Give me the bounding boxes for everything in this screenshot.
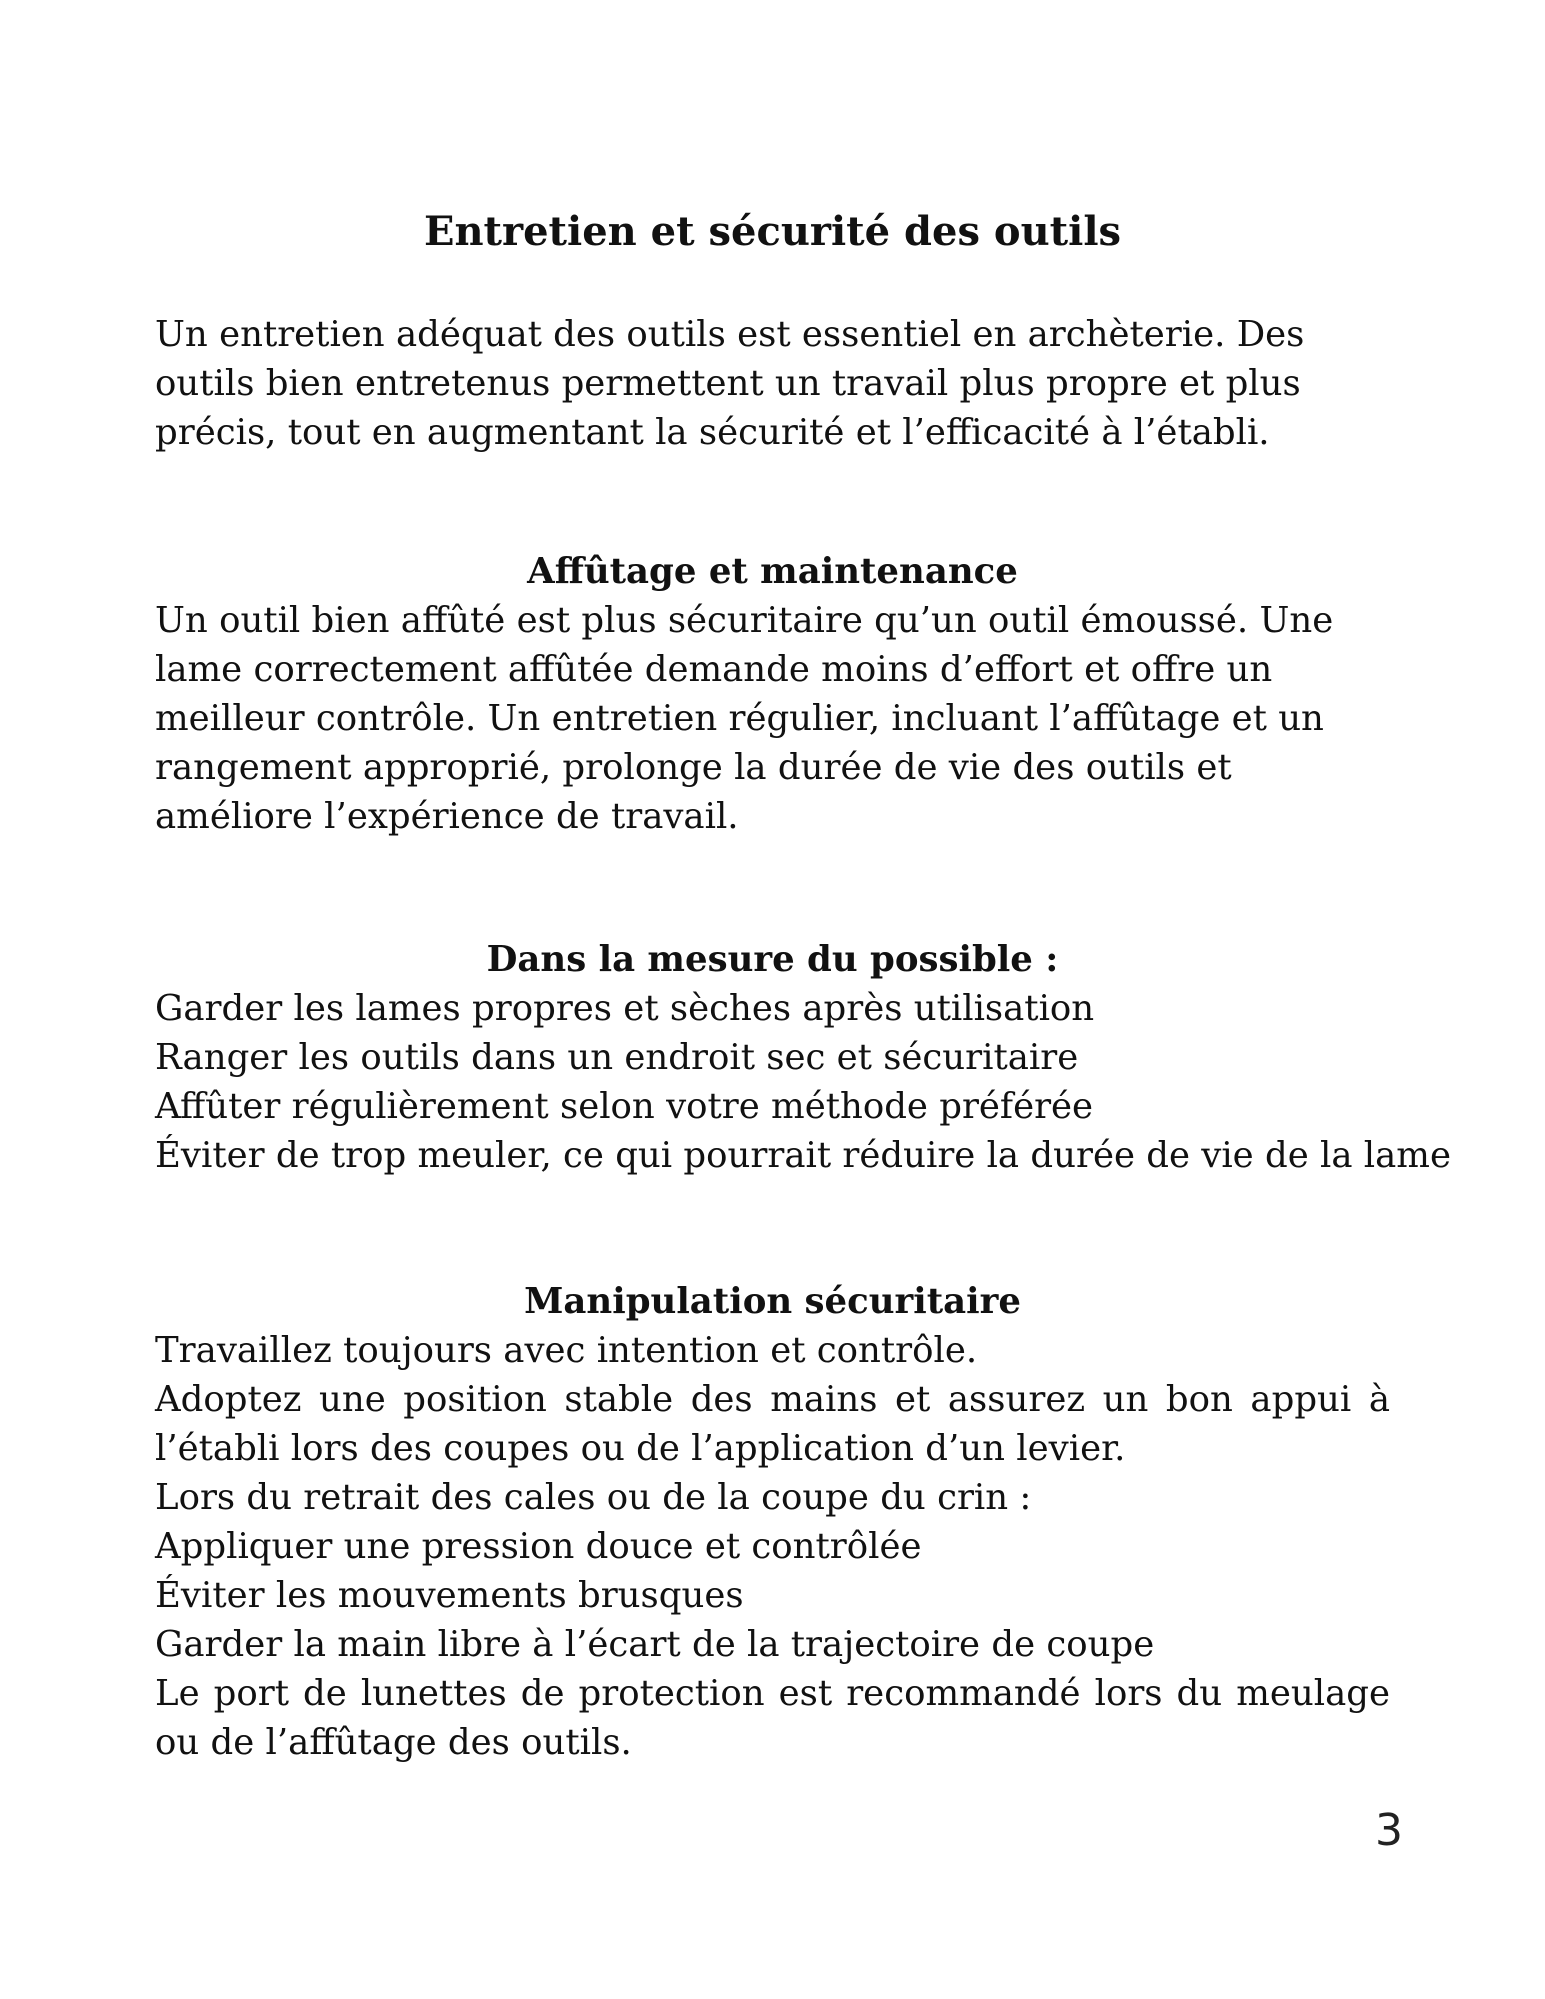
list-item: Éviter de trop meuler, ce qui pourrait réduire la durée de vie de la lame (155, 1135, 1451, 1176)
page-title: Entretien et sécurité des outils (423, 208, 1122, 255)
list-item: Garder les lames propres et sèches après utilisation (155, 988, 1095, 1029)
list-item: Éviter les mouvements brusques (155, 1575, 744, 1616)
intro-paragraph: Un entretien adéquat des outils est essentiel en archèterie. Des outils bien entretenus permettent un travail plus propre et plus précis, tout en augmentant la sécurité et l’efficacité à l’établi. (155, 314, 1305, 453)
list-item: Affûter régulièrement selon votre méthode préférée (155, 1086, 1094, 1127)
sharpening-paragraph: Un outil bien affûté est plus sécuritaire qu’un outil émoussé. Une lame correctement affûtée demande moins d’effort et offre un meilleur contrôle. Un entretien régulier, incluant l’affûtage et un rangement approprié, prolonge la durée de vie des outils et améliore l’expérience de travail. (155, 600, 1334, 837)
page-number: 3 (1375, 1805, 1403, 1856)
safe-handling-list (155, 1326, 1390, 1767)
list-item: Ranger les outils dans un endroit sec et sécuritaire (155, 1037, 1079, 1078)
section-heading-safe-handling: Manipulation sécuritaire (524, 1281, 1021, 1322)
section-heading-possible: Dans la mesure du possible : (486, 939, 1059, 980)
list-item: Garder la main libre à l’écart de la trajectoire de coupe (155, 1624, 1155, 1665)
list-item: Travaillez toujours avec intention et contrôle. (155, 1330, 978, 1371)
list-item: Appliquer une pression douce et contrôlée (155, 1526, 922, 1567)
list-item: Adoptez une position stable des mains et assurez un bon appui à l’établi lors des coupes ou de l’application d’un levier. (155, 1379, 1390, 1469)
list-item: Le port de lunettes de protection est recommandé lors du meulage ou de l’affûtage des outils. (155, 1673, 1390, 1763)
list-item: Lors du retrait des cales ou de la coupe du crin : (155, 1477, 1032, 1518)
possible-list (155, 984, 1451, 1180)
section-heading-sharpening: Affûtage et maintenance (527, 551, 1018, 592)
